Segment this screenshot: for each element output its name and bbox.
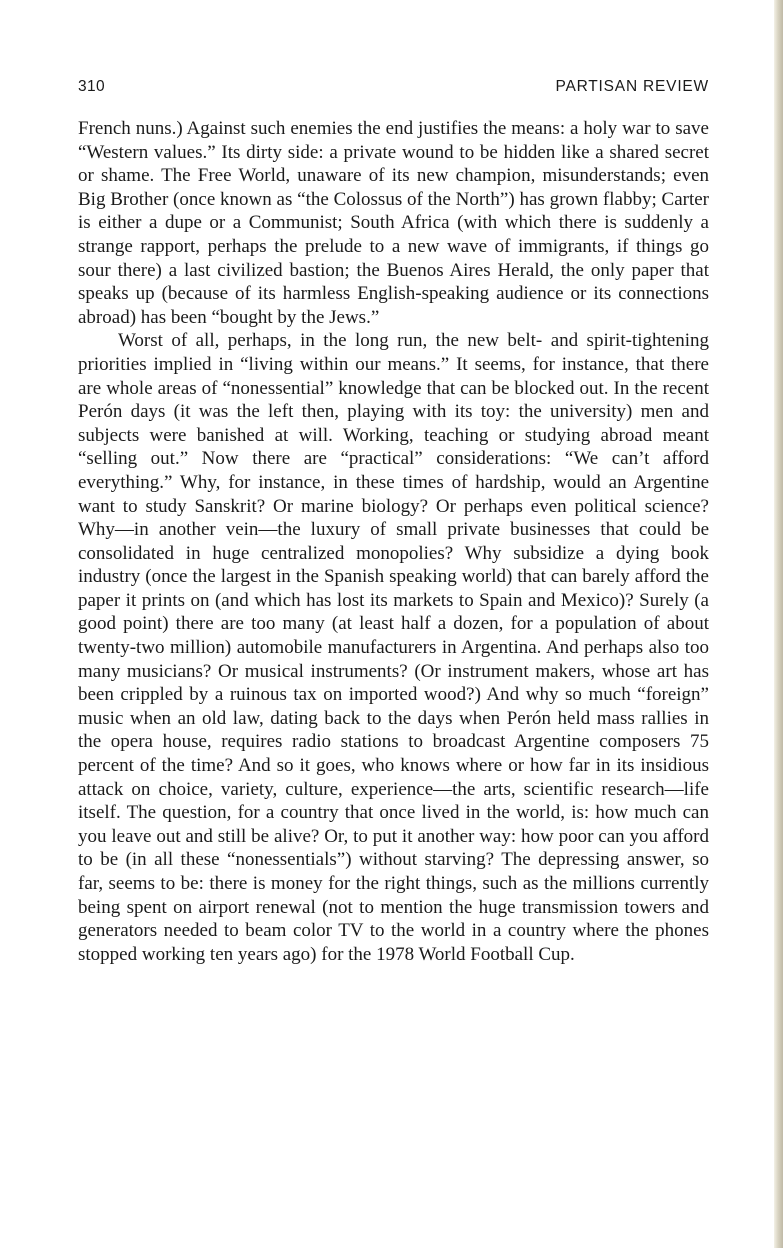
paragraph-continued: French nuns.) Against such enemies the end justifies the means: a holy war to save “Western values.” Its dirty side: a private wound to be hidden like a shared secret or shame. The Free World, unaware of its new champion, misunderstands; even Big Brother (once known as “the Colossus of the North”) has grown flabby; Carter is either a dupe or a Communist; South Africa (with which there is suddenly a strange rapport, perhaps the prelude to a new wave of immigrants, if things go sour there) a last civilized bastion; the Buenos Aires Herald, the only paper that speaks up (because of its harmless English-speaking audience or its connections abroad) has been “bought by the Jews.” (78, 118, 709, 328)
page-number: 310 (78, 78, 106, 95)
paragraph: Worst of all, perhaps, in the long run, the new belt- and spirit-tightening priorities implied in “living within our means.” It seems, for instance, that there are whole areas of “nonessential” knowledge that can be blocked out. In the recent Perón days (it was the left then, playing with its toy: the university) men and subjects were banished at will. Working, teaching or studying abroad meant “selling out.” Now there are “practical” considerations: “We can’t afford everything.” Why, for instance, in these times of hardship, would an Argentine want to study Sanskrit? Or marine biology? Or perhaps even political science? Why—in another vein—the luxury of small private businesses that could be consolidated in huge centralized monopolies? Why subsidize a dying book industry (once the largest in the Spanish speaking world) that can barely afford the paper it prints on (and which has lost its markets to Spain and Mexico)? Surely (a good point) there are too many (at least half a dozen, for a population of about twenty-two million) automobile manufacturers in Argentina. And perhaps also too many musicians? Or musical instruments? (Or instrument makers, whose art has been crippled by a ruinous tax on imported wood?) And why so much “foreign” music when an old law, dating back to the days when Perón held mass rallies in the opera house, requires radio stations to broadcast Argentine composers 75 percent of the time? And so it goes, who knows where or how far in its insidious attack on choice, variety, culture, experience—the arts, scientific research—life itself. The question, for a country that once lived in the world, is: how much can you leave out and still be alive? Or, to put it another way: how poor can you afford to be (in all these “nonessentials”) without starving? The depressing answer, so far, seems to be: there is money for the right things, such as the millions currently being spent on airport renewal (not to mention the huge transmission towers and generators needed to beam color TV to the world in a country where the phones stopped working ten years ago) for the 1978 World Football Cup. (78, 330, 709, 965)
page-header (78, 78, 709, 102)
running-head: PARTISAN REVIEW (555, 78, 709, 95)
body-text (78, 117, 709, 966)
page-edge-shadow (774, 0, 783, 1248)
